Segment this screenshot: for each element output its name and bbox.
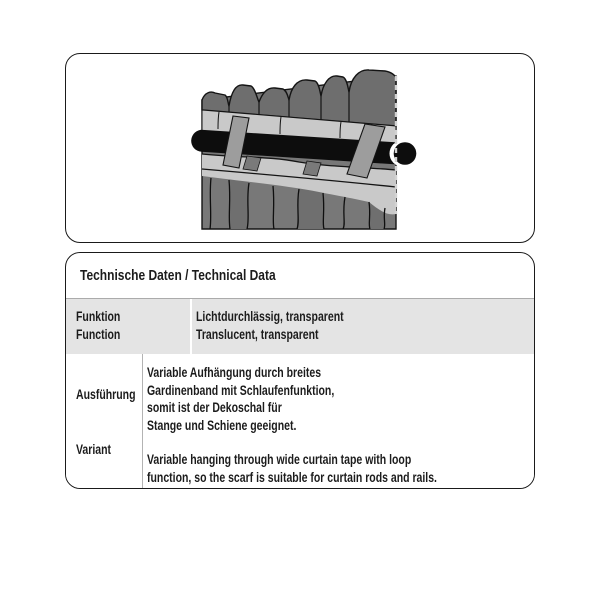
curtain-rod-illustration <box>189 66 421 232</box>
table-row-function <box>66 298 534 354</box>
function-value-cell <box>190 299 534 354</box>
table-row-variant <box>66 354 534 488</box>
label-funktion: Funktion <box>76 308 121 324</box>
label-function: Function <box>76 325 121 342</box>
technical-data-box <box>65 252 535 489</box>
label-ausfuehrung: Ausführung <box>76 386 136 402</box>
function-value-de: Lichtdurchlässig, transparent <box>196 308 344 324</box>
variant-value-cell: Variable Aufhängung durch breites Gardinenband mit Schlaufenfunktion, somit ist der Dekoschal für Stange und Schiene geeignet. Variable hanging through wide curtain tape with loop function, so the scarf is suitable for curtain rods and rails. <box>142 354 534 488</box>
function-value-en: Translucent, transparent <box>196 325 319 342</box>
table-header <box>66 253 534 298</box>
table-title: Technische Daten / Technical Data <box>80 267 276 284</box>
function-label-cell <box>66 299 190 354</box>
illustration-box <box>65 53 535 243</box>
variant-label-cell <box>66 354 142 488</box>
label-variant: Variant <box>76 441 112 457</box>
